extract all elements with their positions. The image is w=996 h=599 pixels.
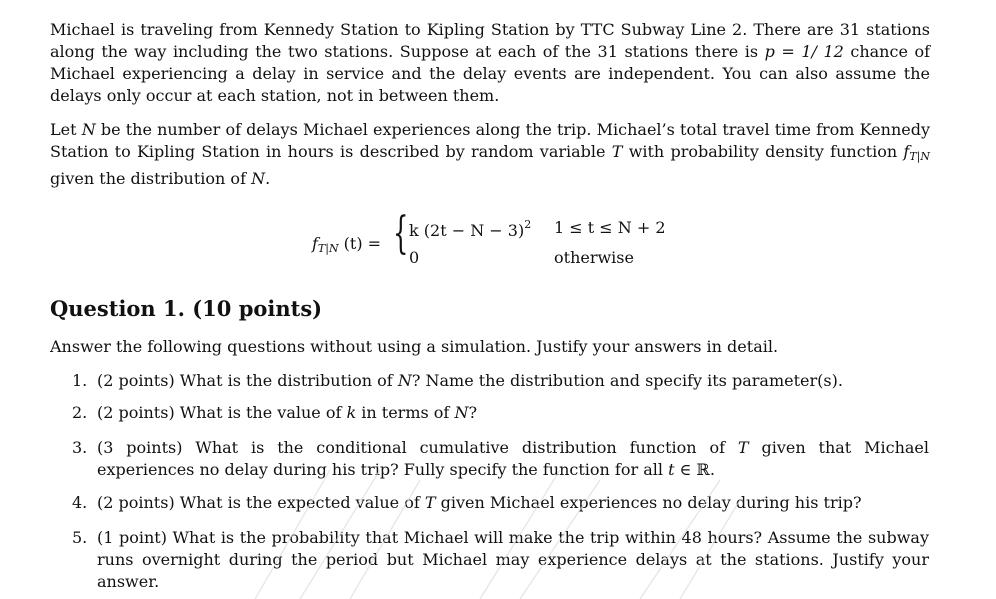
item-text (97, 492, 929, 514)
equation-case-2: 0 (409, 248, 420, 267)
item-number: 1. (72, 371, 88, 390)
question-intro: Answer the following questions without using a simulation. Justify your answers in detail. (50, 337, 779, 356)
item4-text-b: given Michael experiences no delay during his trip? (435, 493, 862, 512)
lhs-f: f (312, 234, 318, 253)
intro2-text-a: Let (50, 120, 82, 139)
equation-condition-1: 1 ≤ t ≤ N + 2 (554, 218, 666, 237)
item-number: 2. (72, 403, 88, 422)
symbol-N: N (397, 371, 412, 390)
intro-text-b: chance of Michael experiencing a delay in service and the delay events are independent. You can also assume the delays only occur at each station, not in between them. (50, 42, 931, 105)
intro2-text-d: given the distribution of (50, 169, 252, 188)
delay-probability: p = 1/ 12 (764, 42, 844, 61)
symbol-N: N (454, 403, 469, 422)
symbol-N: N (81, 120, 96, 139)
pdf-equation (0, 210, 996, 280)
equation-lhs (312, 234, 381, 255)
item3-text-a: (3 points) What is the conditional cumulative distribution function of (97, 438, 738, 457)
symbol-k: k (346, 403, 357, 422)
case1-expression: k (2t − N − 3) (409, 221, 525, 240)
item-text: (1 point) What is the probability that Michael will make the trip within 48 hours? Assume the subway runs overnight during the period but Michael may experience delays at the stations. Justify your answer. (97, 528, 929, 591)
left-brace-icon: { (393, 208, 409, 259)
item-text (97, 370, 929, 392)
case1-exponent: 2 (524, 218, 532, 231)
item2-text-a: (2 points) What is the value of (97, 403, 347, 422)
symbol-T: T (611, 142, 623, 161)
item-number: 4. (72, 493, 88, 512)
item-number: 3. (72, 438, 88, 457)
equation-condition-2: otherwise (554, 248, 634, 267)
intro2-text-c: with probability density function (622, 142, 904, 161)
item2-text-b: in terms of (356, 403, 455, 422)
item-text: (3 points) What is the conditional cumulative distribution function of T given that Michael experiences no delay during his trip? Fully specify the function for all t ∈ ℝ. (97, 438, 930, 479)
symbol-t: t (668, 460, 675, 479)
intro-text-a: Michael is traveling from Kennedy Station to Kipling Station by TTC Subway Line 2. There are 31 stations along the way including the two stations. Suppose at each of the 31 stations there is (50, 20, 930, 61)
symbol-f: f (903, 142, 910, 161)
intro2-text-b: be the number of delays Michael experiences along the trip. Michael’s total travel time from Kennedy Station to Kipling Station in hours is described by random variable (50, 120, 931, 161)
item3-text-b: given that Michael experiences no delay during his trip? Fully specify the function for all (97, 438, 930, 479)
item1-text-a: (2 points) What is the distribution of (97, 371, 398, 390)
symbol-reals: ℝ (696, 460, 710, 479)
lhs-arg: (t) = (338, 234, 382, 253)
symbol-f-subscript: T|N (909, 150, 930, 163)
item4-text-a: (2 points) What is the expected value of (97, 493, 425, 512)
intro-paragraph-1 (50, 19, 930, 107)
lhs-subscript: T|N (317, 242, 339, 255)
item-text (97, 402, 929, 424)
symbol-T: T (424, 493, 436, 512)
item-number: 5. (72, 528, 88, 547)
intro2-text-e: . (265, 169, 271, 188)
intro-paragraph-2 (50, 119, 930, 190)
item3-text-c: . (709, 460, 715, 479)
symbol-N: N (251, 169, 266, 188)
equation-case-1 (409, 218, 531, 240)
question-heading: Question 1. (10 points) (50, 296, 323, 321)
item2-text-c: ? (468, 403, 478, 422)
symbol-T: T (737, 438, 749, 457)
item1-text-b: ? Name the distribution and specify its parameter(s). (411, 371, 843, 390)
